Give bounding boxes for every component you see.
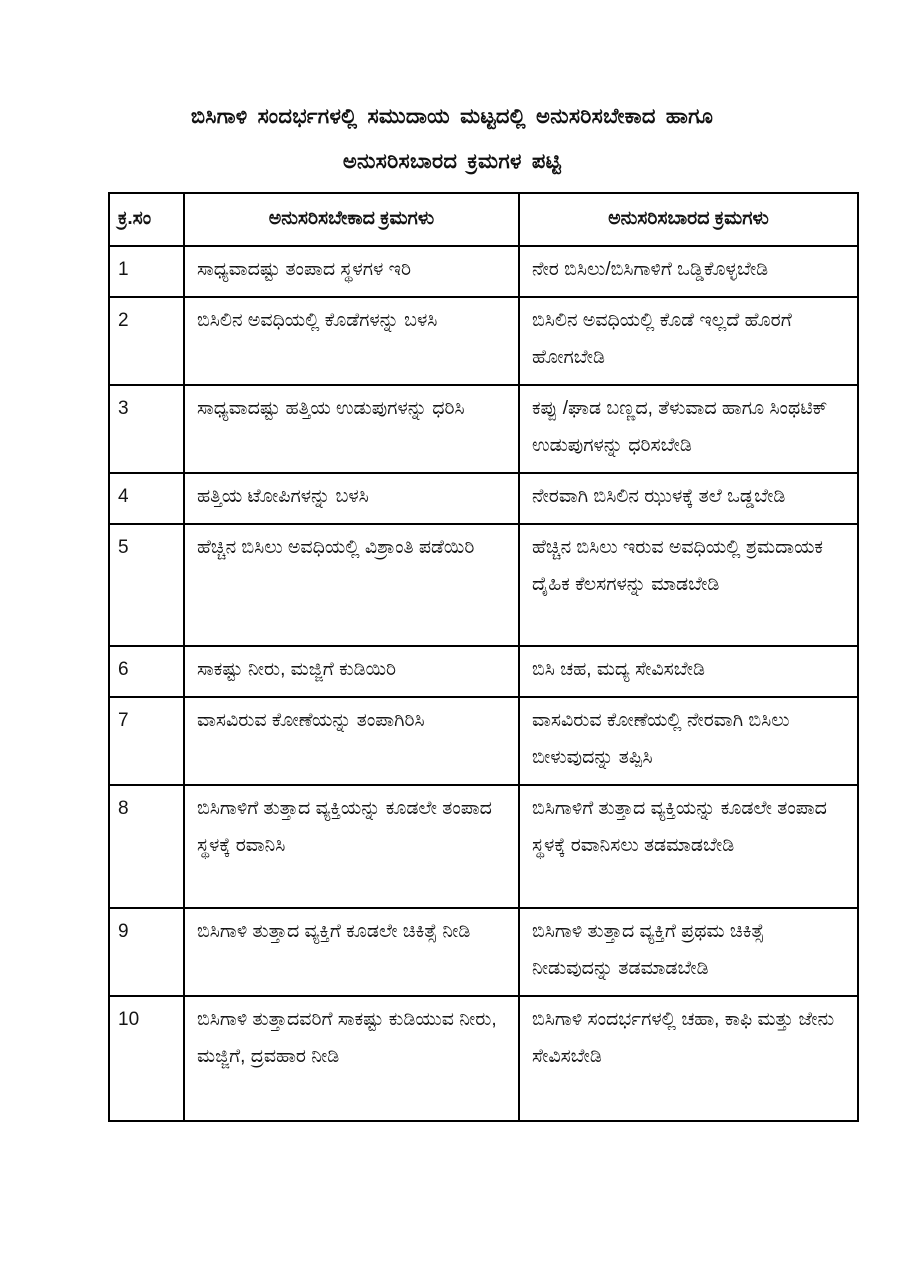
do-cell: ಬಿಸಿಲಿನ ಅವಧಿಯಲ್ಲಿ ಕೊಡೆಗಳನ್ನು ಬಳಸಿ — [184, 297, 519, 385]
row-number-cell: 4 — [109, 473, 184, 524]
column-header-dos: ಅನುಸರಿಸಬೇಕಾದ ಕ್ರಮಗಳು — [184, 193, 519, 246]
dos-donts-table — [108, 192, 859, 1122]
table-row — [109, 385, 858, 473]
do-cell: ಸಾಕಷ್ಟು ನೀರು, ಮಜ್ಜಿಗೆ ಕುಡಿಯಿರಿ — [184, 646, 519, 697]
dont-cell: ಕಪ್ಪು /ಘಾಡ ಬಣ್ಣದ, ತೆಳುವಾದ ಹಾಗೂ ಸಿಂಥಟಿಕ್ ಉಡುಪುಗಳನ್ನು ಧರಿಸಬೇಡಿ — [519, 385, 858, 473]
column-header-serial-number: ಕ್ರ.ಸಂ — [109, 193, 184, 246]
do-cell: ಸಾಧ್ಯವಾದಷ್ಟು ಹತ್ತಿಯ ಉಡುಪುಗಳನ್ನು ಧರಿಸಿ — [184, 385, 519, 473]
dont-cell: ಬಿಸಿ ಚಹ, ಮದ್ಯ ಸೇವಿಸಬೇಡಿ — [519, 646, 858, 697]
table-row — [109, 785, 858, 908]
dont-cell: ನೇರ ಬಿಸಿಲು/ಬಿಸಿಗಾಳಿಗೆ ಒಡ್ಡಿಕೊಳ್ಳಬೇಡಿ — [519, 246, 858, 297]
table-row — [109, 996, 858, 1121]
row-number-cell: 1 — [109, 246, 184, 297]
row-number-cell: 3 — [109, 385, 184, 473]
do-cell: ಹೆಚ್ಚಿನ ಬಿಸಿಲು ಅವಧಿಯಲ್ಲಿ ವಿಶ್ರಾಂತಿ ಪಡೆಯಿರಿ — [184, 524, 519, 646]
column-header-donts: ಅನುಸರಿಸಬಾರದ ಕ್ರಮಗಳು — [519, 193, 858, 246]
row-number-cell: 9 — [109, 908, 184, 996]
do-cell: ಸಾಧ್ಯವಾದಷ್ಟು ತಂಪಾದ ಸ್ಥಳಗಳ ಇರಿ — [184, 246, 519, 297]
title-line-1: ಬಿಸಿಗಾಳಿ ಸಂದರ್ಭಗಳಲ್ಲಿ ಸಮುದಾಯ ಮಟ್ಟದಲ್ಲಿ ಅನುಸರಿಸಬೇಕಾದ ಹಾಗೂ — [190, 105, 714, 128]
table-row — [109, 473, 858, 524]
row-number-cell: 5 — [109, 524, 184, 646]
table-row — [109, 646, 858, 697]
dont-cell: ಬಿಸಿಗಾಳಿ ತುತ್ತಾದ ವ್ಯಕ್ತಿಗೆ ಪ್ರಥಮ ಚಿಕಿತ್ಸೆ ನೀಡುವುದನ್ನು ತಡಮಾಡಬೇಡಿ — [519, 908, 858, 996]
row-number-cell: 6 — [109, 646, 184, 697]
dont-cell: ಹೆಚ್ಚಿನ ಬಿಸಿಲು ಇರುವ ಅವಧಿಯಲ್ಲಿ ಶ್ರಮದಾಯಕ ದೈಹಿಕ ಕೆಲಸಗಳನ್ನು ಮಾಡಬೇಡಿ — [519, 524, 858, 646]
dont-cell: ಬಿಸಿಗಾಳಿ ಸಂದರ್ಭಗಳಲ್ಲಿ ಚಹಾ, ಕಾಫಿ ಮತ್ತು ಜೇನು ಸೇವಿಸಬೇಡಿ — [519, 996, 858, 1121]
dont-cell: ಬಿಸಿಗಾಳಿಗೆ ತುತ್ತಾದ ವ್ಯಕ್ತಿಯನ್ನು ಕೂಡಲೇ ತಂಪಾದ ಸ್ಥಳಕ್ಕೆ ರವಾನಿಸಲು ತಡಮಾಡಬೇಡಿ — [519, 785, 858, 908]
table-row — [109, 297, 858, 385]
do-cell: ವಾಸವಿರುವ ಕೋಣೆಯನ್ನು ತಂಪಾಗಿರಿಸಿ — [184, 697, 519, 785]
do-cell: ಬಿಸಿಗಾಳಿ ತುತ್ತಾದವರಿಗೆ ಸಾಕಷ್ಟು ಕುಡಿಯುವ ನೀರು, ಮಜ್ಜಿಗೆ, ದ್ರವಹಾರ ನೀಡಿ — [184, 996, 519, 1121]
row-number-cell: 8 — [109, 785, 184, 908]
do-cell: ಬಿಸಿಗಾಳಿಗೆ ತುತ್ತಾದ ವ್ಯಕ್ತಿಯನ್ನು ಕೂಡಲೇ ತಂಪಾದ ಸ್ಥಳಕ್ಕೆ ರವಾನಿಸಿ — [184, 785, 519, 908]
row-number-cell: 7 — [109, 697, 184, 785]
dont-cell: ಬಿಸಿಲಿನ ಅವಧಿಯಲ್ಲಿ ಕೊಡೆ ಇಲ್ಲದೆ ಹೊರಗೆ ಹೋಗಬೇಡಿ — [519, 297, 858, 385]
document-title — [52, 94, 852, 184]
dont-cell: ನೇರವಾಗಿ ಬಿಸಿಲಿನ ಝುಳಕ್ಕೆ ತಲೆ ಒಡ್ಡಬೇಡಿ — [519, 473, 858, 524]
table-row — [109, 697, 858, 785]
title-line-2: ಅನುಸರಿಸಬಾರದ ಕ್ರಮಗಳ ಪಟ್ಟಿ — [342, 150, 562, 173]
dont-cell: ವಾಸವಿರುವ ಕೋಣೆಯಲ್ಲಿ ನೇರವಾಗಿ ಬಿಸಿಲು ಬೀಳುವುದನ್ನು ತಪ್ಪಿಸಿ — [519, 697, 858, 785]
table-header-row — [109, 193, 858, 246]
table-row — [109, 246, 858, 297]
table-row — [109, 524, 858, 646]
do-cell: ಹತ್ತಿಯ ಟೋಪಿಗಳನ್ನು ಬಳಸಿ — [184, 473, 519, 524]
do-cell: ಬಿಸಿಗಾಳಿ ತುತ್ತಾದ ವ್ಯಕ್ತಿಗೆ ಕೂಡಲೇ ಚಿಕಿತ್ಸೆ ನೀಡಿ — [184, 908, 519, 996]
table-row — [109, 908, 858, 996]
row-number-cell: 10 — [109, 996, 184, 1121]
row-number-cell: 2 — [109, 297, 184, 385]
